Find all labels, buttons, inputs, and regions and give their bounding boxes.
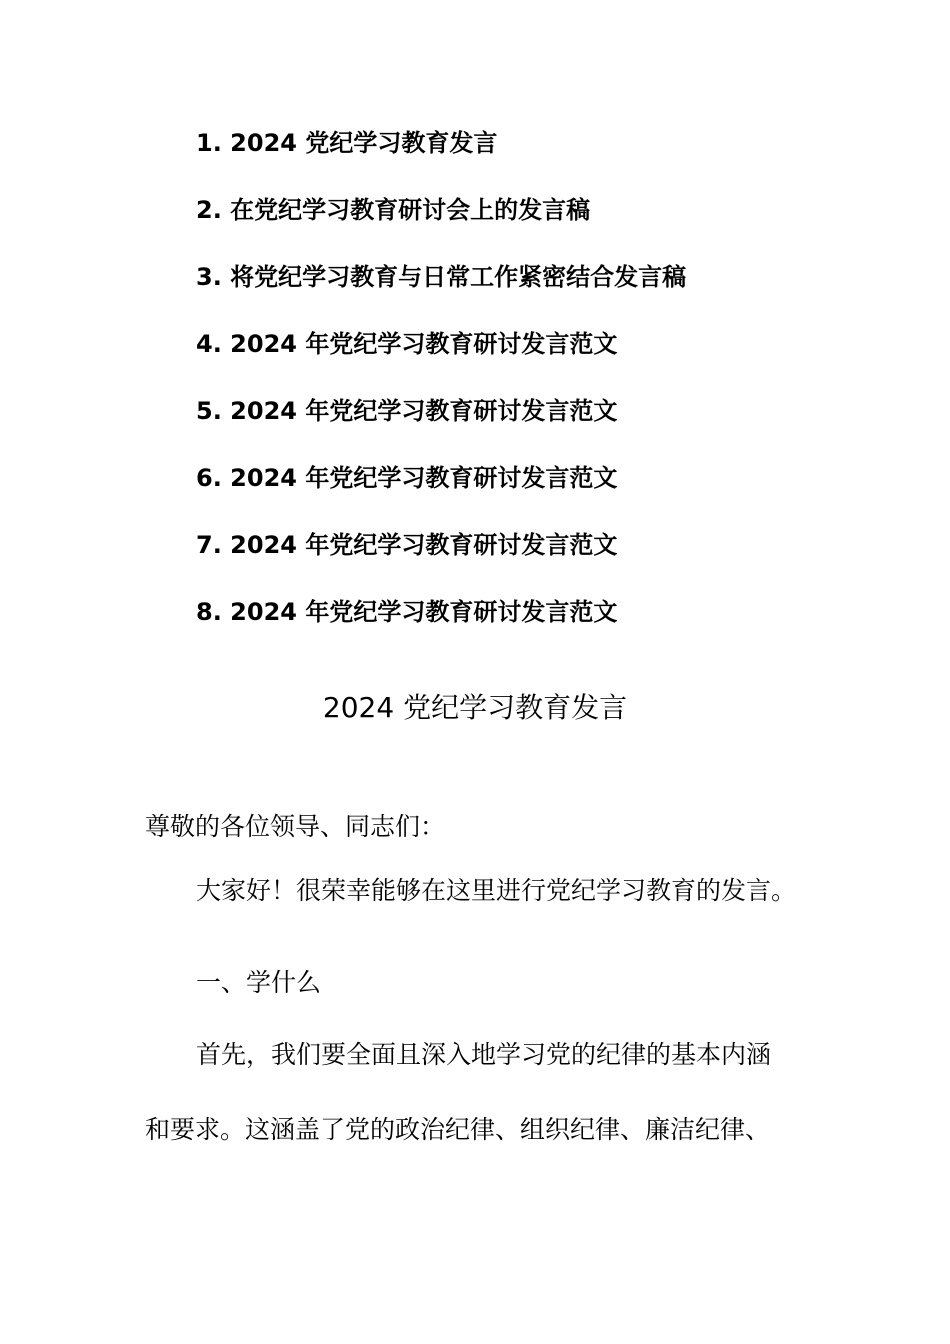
toc-item: 5. 2024 年党纪学习教育研讨发言范文 [196, 397, 618, 425]
toc-item: 7. 2024 年党纪学习教育研讨发言范文 [196, 531, 618, 559]
document-title: 2024 党纪学习教育发言 [322, 691, 628, 724]
salutation: 尊敬的各位领导、同志们： [145, 812, 446, 841]
table-of-contents [196, 128, 686, 664]
toc-item: 1. 2024 党纪学习教育发言 [196, 129, 498, 157]
greeting-paragraph: 大家好！很荣幸能够在这里进行党纪学习教育的发言。 [196, 876, 797, 905]
toc-item: 2. 在党纪学习教育研讨会上的发言稿 [196, 196, 591, 224]
body-text-line: 首先，我们要全面且深入地学习党的纪律的基本内涵 [196, 1040, 772, 1069]
section-heading: 一、学什么 [196, 968, 322, 997]
toc-item: 6. 2024 年党纪学习教育研讨发言范文 [196, 464, 618, 492]
toc-item: 8. 2024 年党纪学习教育研讨发言范文 [196, 598, 618, 626]
toc-item: 3. 将党纪学习教育与日常工作紧密结合发言稿 [196, 263, 687, 291]
toc-item: 4. 2024 年党纪学习教育研讨发言范文 [196, 330, 618, 358]
body-text-line: 和要求。这涵盖了党的政治纪律、组织纪律、廉洁纪律、 [145, 1115, 771, 1144]
